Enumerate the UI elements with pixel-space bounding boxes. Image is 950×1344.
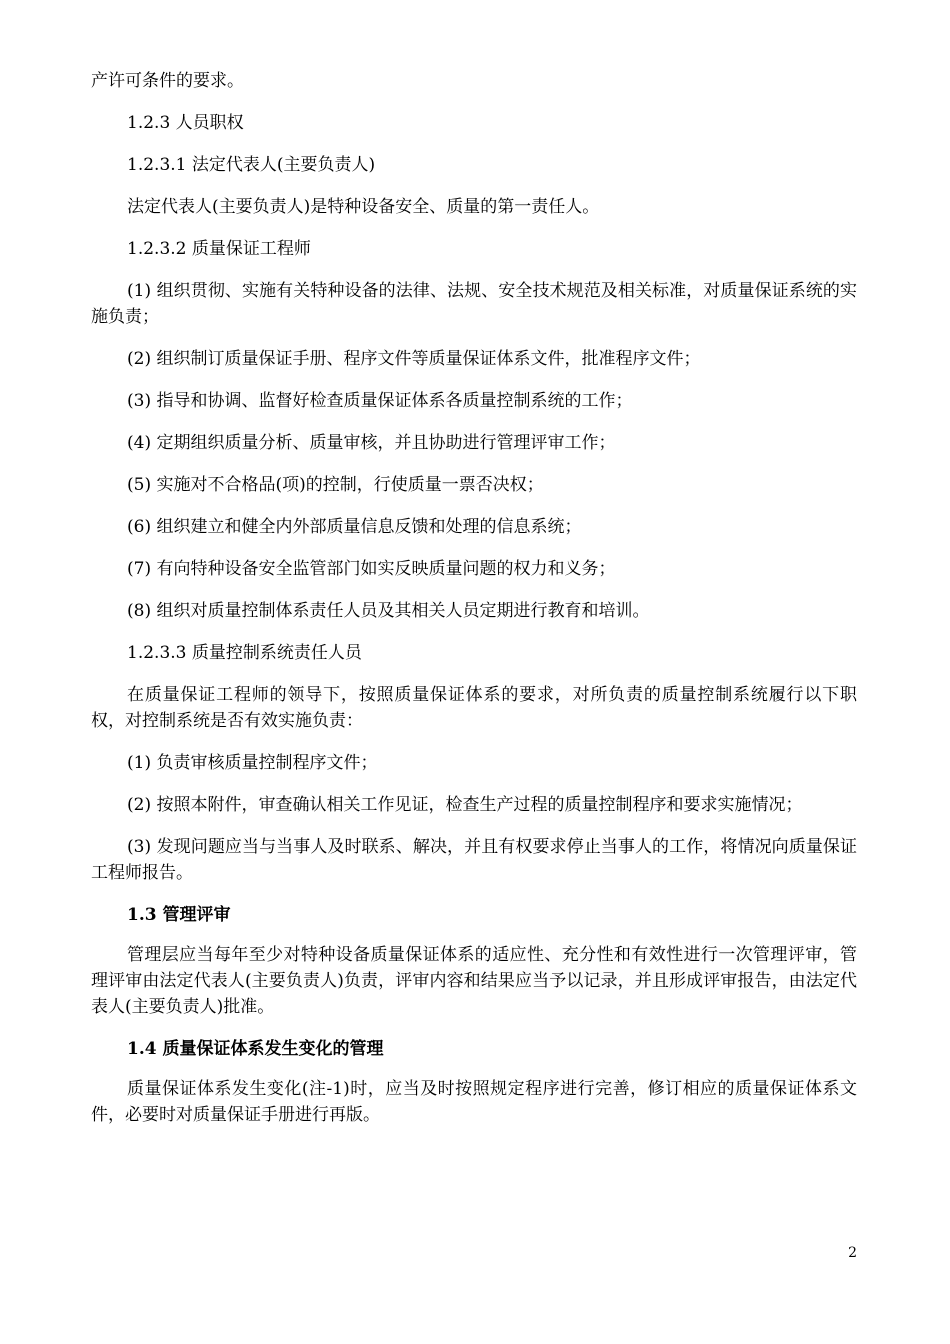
paragraph-legal-rep: 法定代表人(主要负责人)是特种设备安全、质量的第一责任人。 [127,197,600,217]
list-item-qa-engineer-5: (5) 实施对不合格品(项)的控制，行使质量一票否决权； [127,475,544,495]
document-body [91,68,857,1144]
subsection-heading-1-2-3-1: 1.2.3.1 法定代表人(主要负责人) [127,155,376,175]
paragraph-management-review: 管理层应当每年至少对特种设备质量保证体系的适应性、充分性和有效性进行一次管理评审，管理评审由法定代表人(主要负责人)负责，评审内容和结果应当予以记录，并且形成评审报告，由法定代表人(主要负责人)批准。 [91,945,857,1017]
list-item-qa-engineer-6: (6) 组织建立和健全内外部质量信息反馈和处理的信息系统； [127,517,582,537]
section-heading-1-2-3: 1.2.3 人员职权 [127,113,244,133]
list-item-control-2: (2) 按照本附件，审查确认相关工作见证，检查生产过程的质量控制程序和要求实施情况； [127,795,803,815]
list-item-qa-engineer-4: (4) 定期组织质量分析、质量审核，并且协助进行管理评审工作； [127,433,616,453]
section-heading-1-3: 1.3 管理评审 [127,905,231,925]
list-item-qa-engineer-2: (2) 组织制订质量保证手册、程序文件等质量保证体系文件，批准程序文件； [127,349,701,369]
paragraph-system-change: 质量保证体系发生变化(注-1)时，应当及时按照规定程序进行完善，修订相应的质量保证体系文件，必要时对质量保证手册进行再版。 [91,1079,857,1125]
list-item-qa-engineer-3: (3) 指导和协调、监督好检查质量保证体系各质量控制系统的工作； [127,391,633,411]
paragraph-control-system-intro: 在质量保证工程师的领导下，按照质量保证体系的要求，对所负责的质量控制系统履行以下职权，对控制系统是否有效实施负责： [91,685,857,731]
subsection-heading-1-2-3-3: 1.2.3.3 质量控制系统责任人员 [127,643,362,663]
subsection-heading-1-2-3-2: 1.2.3.2 质量保证工程师 [127,239,311,259]
list-item-qa-engineer-8: (8) 组织对质量控制体系责任人员及其相关人员定期进行教育和培训。 [127,601,650,621]
list-item-control-1: (1) 负责审核质量控制程序文件； [127,753,378,773]
paragraph-continuation: 产许可条件的要求。 [91,71,244,91]
list-item-qa-engineer-1: (1) 组织贯彻、实施有关特种设备的法律、法规、安全技术规范及相关标准，对质量保证系统的实施负责； [91,281,857,327]
page-number: 2 [848,1245,857,1261]
list-item-qa-engineer-7: (7) 有向特种设备安全监管部门如实反映质量问题的权力和义务； [127,559,616,579]
section-heading-1-4: 1.4 质量保证体系发生变化的管理 [127,1039,384,1059]
list-item-control-3: (3) 发现问题应当与当事人及时联系、解决，并且有权要求停止当事人的工作，将情况向质量保证工程师报告。 [91,837,857,883]
